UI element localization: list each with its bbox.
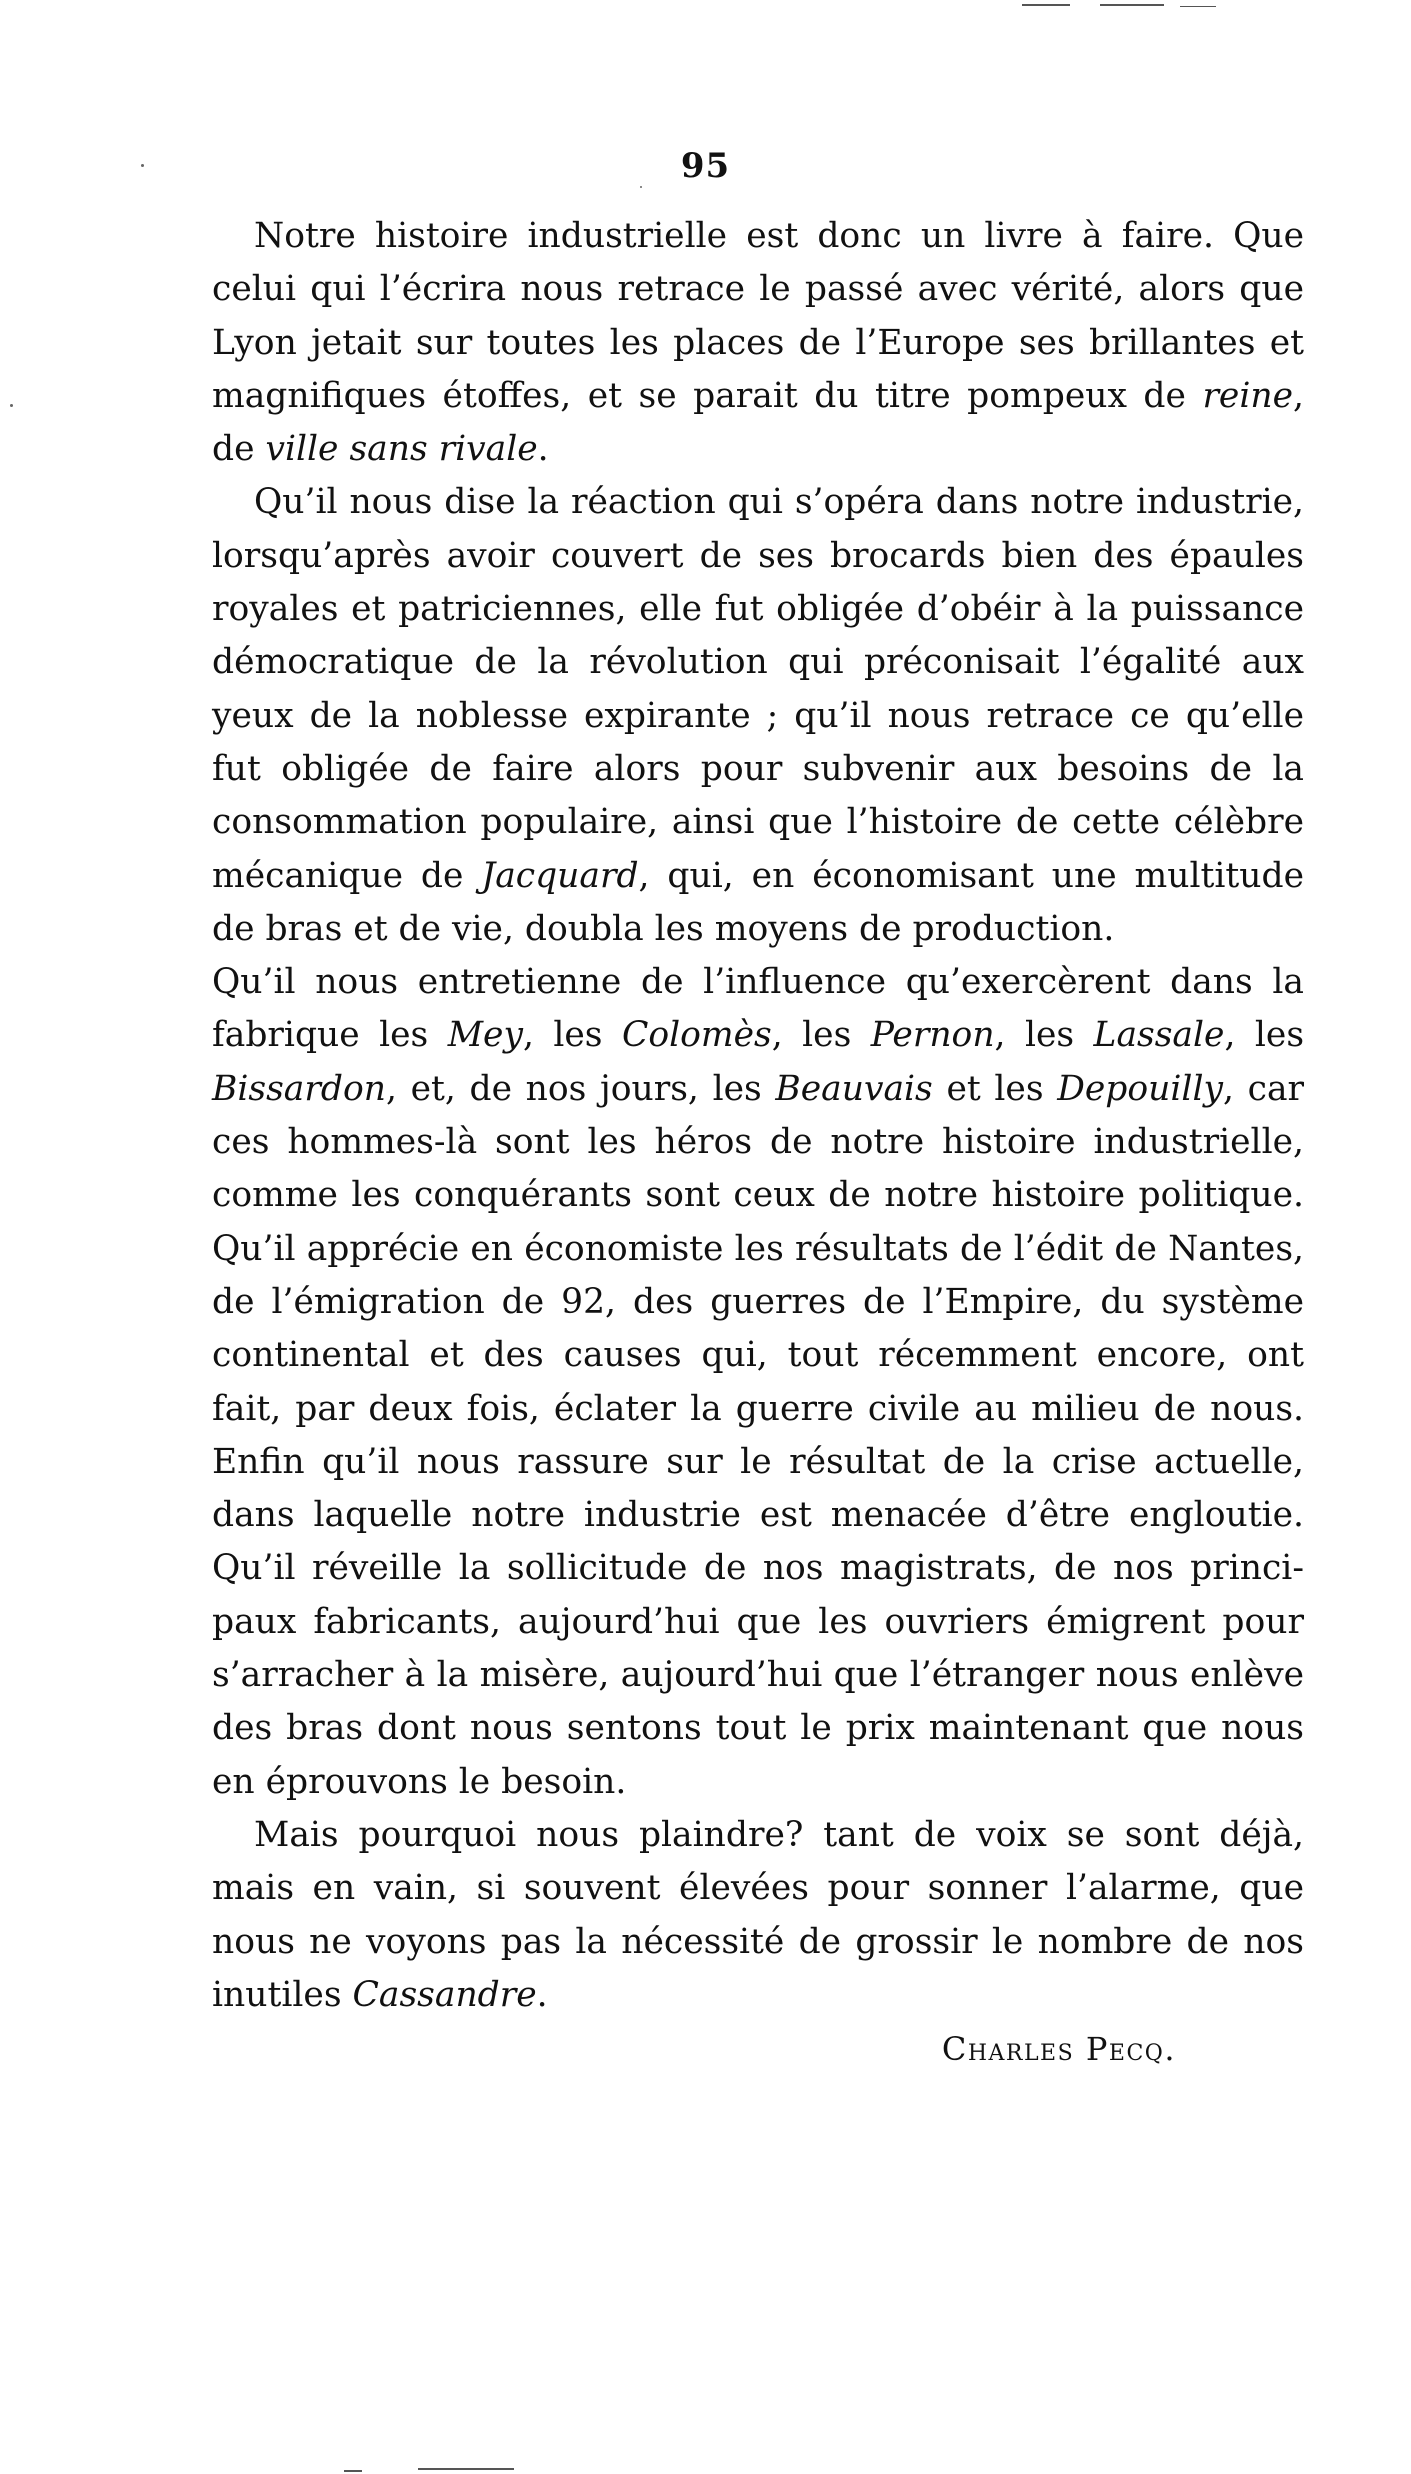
- italic-text-run: Colomès: [621, 1015, 772, 1056]
- text-run: Qu’il nous entretienne de l’influence qu’exercèrent dans la fabrique les: [212, 962, 1304, 1056]
- bottom-edge-rule: [344, 2470, 362, 2472]
- top-edge-rule: [1180, 6, 1216, 7]
- text-run: , qui, en économisant une multitude de bras et de vie, doubla les moyens de production.: [212, 855, 1304, 949]
- top-edge-rule: [1100, 4, 1164, 6]
- text-run: Notre histoire industrielle est donc un livre à faire. Que celui qui l’écrira nous retrace le passé avec vérité, alors que Lyon jetait sur toutes les places de l’Europe ses brillantes et magnifiques étoffes, et se parait du titre pompeux de: [212, 216, 1304, 416]
- author-signature: Charles Pecq.: [941, 2030, 1176, 2068]
- italic-text-run: Pernon: [870, 1015, 995, 1056]
- paragraph: [212, 476, 1304, 956]
- italic-text-run: reine: [1202, 375, 1294, 416]
- top-edge-rule: [1022, 4, 1070, 6]
- paragraph: [212, 956, 1304, 1809]
- scan-speck: [640, 186, 642, 188]
- body-text: [212, 210, 1304, 2022]
- paragraph: [212, 1809, 1304, 2022]
- italic-text-run: Beauvais: [775, 1068, 933, 1109]
- text-run: Mais pourquoi nous plaindre? tant de voix se sont déjà, mais en vain, si souvent élevées pour sonner l’alarme, que nous ne voyons pas la nécessité de grossir le nombre de nos inutiles: [212, 1814, 1304, 2015]
- text-run: Qu’il nous dise la réaction qui s’opéra dans notre industrie, lorsqu’après avoir couvert de ses brocards bien des épaules royales et patriciennes, elle fut obligée d’obéir à la puissance démocratique de la révolution qui préconisait l’égalité aux yeux de la noblesse expirante ; qu’il nous retrace ce qu’elle fut obligée de faire alors pour subvenir aux besoins de la consommation populaire, ainsi que l’histoire de cette célèbre mécanique de: [212, 482, 1304, 896]
- text-run: , et, de nos jours, les: [385, 1068, 776, 1109]
- italic-text-run: Jacquard: [481, 855, 639, 896]
- text-run: , les: [994, 1015, 1094, 1056]
- italic-text-run: Bissardon: [212, 1068, 386, 1109]
- text-run: , les: [1224, 1015, 1305, 1056]
- text-run: , les: [771, 1015, 871, 1056]
- paragraph: [212, 210, 1304, 476]
- page-number: 95: [680, 146, 731, 186]
- scan-speck: [10, 404, 13, 407]
- text-run: .: [536, 1974, 548, 2015]
- text-run: et les: [932, 1068, 1058, 1109]
- text-run: , car ces hommes-là sont les héros de notre histoire industrielle, comme les conquérants sont ceux de notre histoire politique. Qu’il apprécie en économiste les résultats de l’édit de Nantes, de l’émigration de 92, des guerres de l’Empire, du système continental et des causes qui, tout récemment encore, ont fait, par deux fois, éclater la guerre civile au milieu de nous. Enfin qu’il nous rassure sur le résultat de la crise actuelle, dans laquelle notre industrie est menacée d’être engloutie. Qu’il réveille la sollicitude de nos magistrats, de nos principaux fabricants, aujourd’hui que les ouvriers émigrent pour s’arracher à la misère, aujourd’hui que l’étranger nous enlève des bras dont nous sentons tout le prix maintenant que nous en éprouvons le besoin.: [212, 1068, 1305, 1802]
- bottom-edge-rule: [418, 2468, 514, 2470]
- text-run: .: [537, 429, 549, 470]
- text-run: , de: [212, 375, 1304, 470]
- italic-text-run: Lassale: [1093, 1015, 1225, 1056]
- text-run: , les: [522, 1015, 622, 1056]
- italic-text-run: ville sans rivale: [265, 429, 538, 470]
- italic-text-run: Depouilly: [1057, 1068, 1223, 1109]
- italic-text-run: Cassandre: [352, 1974, 537, 2015]
- italic-text-run: Mey: [447, 1015, 523, 1056]
